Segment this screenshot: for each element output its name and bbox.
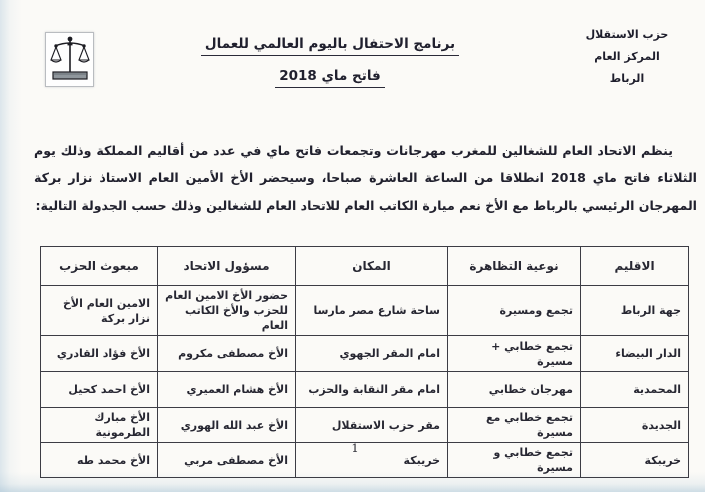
cell-place: امام المقر الجهوي [296, 336, 448, 372]
title-line-1: برنامج الاحتفال باليوم العالمي للعمال [201, 36, 459, 56]
col-header-union-official: مسؤول الاتحاد [158, 247, 296, 286]
cell-union-official: الأخ مصطفى مربي [158, 443, 296, 478]
table-row [41, 336, 689, 372]
cell-party-envoy: الأخ فؤاد القادري [41, 336, 158, 372]
cell-party-envoy: الأخ محمد طه [41, 443, 158, 478]
cell-event-type: تجمع ومسيرة [448, 286, 581, 336]
party-logo [45, 32, 94, 87]
cell-region: جهة الرباط [581, 286, 689, 336]
schedule-table [40, 246, 689, 478]
cell-place: امام مقر النقابة والحزب [296, 372, 448, 408]
cell-event-type: تجمع خطابي + مسيرة [448, 336, 581, 372]
letterhead-org-block [563, 24, 691, 90]
cell-region: المحمدية [581, 372, 689, 408]
cell-union-official: الأخ مصطفى مكروم [158, 336, 296, 372]
cell-party-envoy: الأخ احمد كحيل [41, 372, 158, 408]
org-line-city: الرباط [609, 72, 645, 85]
col-header-party-envoy: مبعوث الحزب [41, 247, 158, 286]
table-row [41, 286, 689, 336]
col-header-event-type: نوعية التظاهرة [448, 247, 581, 286]
cell-place: ساحة شارع مصر مارسا [296, 286, 448, 336]
col-header-place: المكان [296, 247, 448, 286]
title-line-2: فاتح ماي 2018 [275, 68, 385, 88]
intro-paragraph: ينظم الاتحاد العام للشغالين للمغرب مهرجانات وتجمعات فاتح ماي في عدد من أقاليم المملكة وذلك يوم الثلاثاء فاتح ماي 2018 انطلاقا من الساعة العاشرة صباحا، وسيحضر الأخ الأمين العام الاستاذ نزار بركة المهرجان الرئيسي بالرباط مع الأخ نعم ميارة الكاتب العام للاتحاد العام للشغالين وذلك حسب الجدولة التالية: [34, 142, 697, 213]
cell-union-official: الأخ هشام العميري [158, 372, 296, 408]
org-line-center: المركز العام [594, 50, 660, 63]
cell-region: خريبكة [581, 443, 689, 478]
cell-union-official: حضور الأخ الامين العام للحزب والأخ الكاتب العام [158, 286, 296, 336]
scales-of-justice-icon [50, 35, 90, 85]
cell-place: خريبكة [296, 443, 448, 478]
document-title [195, 33, 465, 88]
cell-party-envoy: الامين العام الأخ نزار بركة [41, 286, 158, 336]
cell-event-type: تجمع خطابي و مسيرة [448, 443, 581, 478]
table-row [41, 443, 689, 478]
cell-region: الدار البيضاء [581, 336, 689, 372]
cell-union-official: الأخ عبد الله الهوري [158, 408, 296, 443]
cell-party-envoy: الأخ مبارك الطرمونية [41, 408, 158, 443]
page-number: 1 [351, 441, 359, 455]
table-header-row [41, 247, 689, 286]
org-line-party: حزب الاستقلال [585, 28, 669, 41]
table-row [41, 408, 689, 443]
table-row [41, 372, 689, 408]
cell-place: مقر حزب الاستقلال [296, 408, 448, 443]
cell-region: الجديدة [581, 408, 689, 443]
col-header-region: الاقليم [581, 247, 689, 286]
cell-event-type: مهرجان خطابي [448, 372, 581, 408]
cell-event-type: تجمع خطابي مع مسيرة [448, 408, 581, 443]
